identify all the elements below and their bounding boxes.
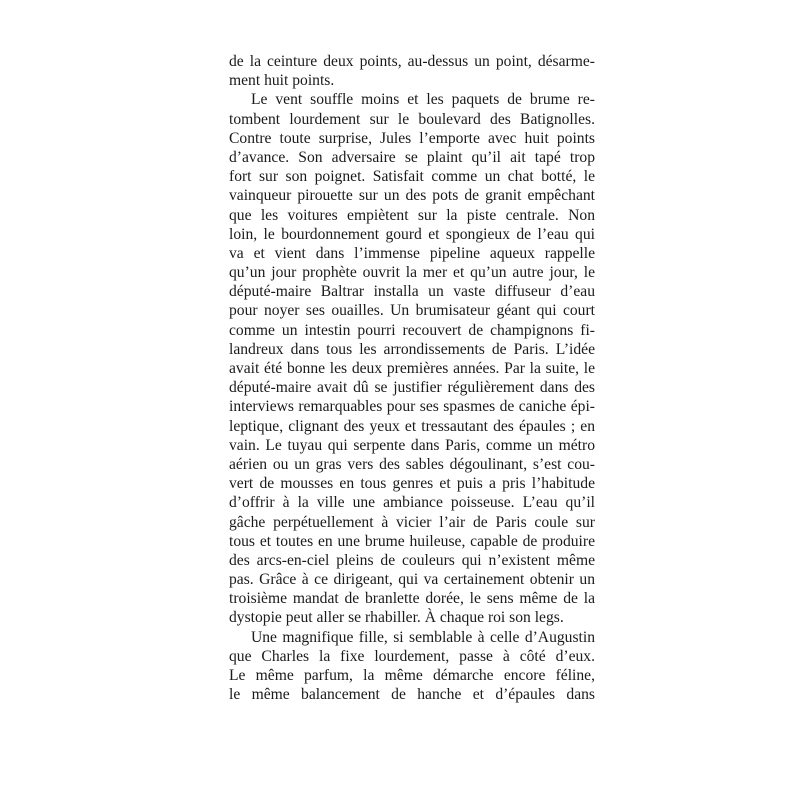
- text-line: qu’un jour prophète ouvrit la mer et qu’un autre jour, le: [229, 264, 595, 282]
- text-line: interviews remarquables pour ses spasmes de caniche épi-: [229, 398, 595, 416]
- text-line: va et vient dans l’immense pipeline aqueux rappelle: [229, 244, 595, 262]
- text-line: député-maire Baltrar installa un vaste diffuseur d’eau: [229, 283, 595, 301]
- text-line: pas. Grâce à ce dirigeant, qui va certainement obtenir un: [229, 571, 595, 589]
- paragraph: [229, 52, 595, 90]
- paragraph: [229, 628, 595, 705]
- text-line: leptique, clignant des yeux et tressautant des épaules ; en: [229, 417, 595, 435]
- text-line: Le même parfum, la même démarche encore féline,: [229, 667, 595, 684]
- text-line: député-maire avait dû se justifier régulièrement dans des: [229, 379, 595, 397]
- text-line: d’avance. Son adversaire se plaint qu’il ait tapé trop: [229, 148, 595, 166]
- text-line: que Charles la fixe lourdement, passe à côté d’eux.: [229, 647, 595, 665]
- text-line: loin, le bourdonnement gourd et spongieux de l’eau qui: [229, 225, 595, 243]
- text-line: des arcs-en-ciel pleins de couleurs qui n’existent même: [229, 551, 595, 569]
- text-line: aérien ou un gras vers des sables dégoulinant, s’est cou-: [229, 455, 595, 473]
- text-line: tous et toutes en une brume huileuse, capable de produire: [229, 532, 595, 550]
- text-line: fort sur son poignet. Satisfait comme un chat botté, le: [229, 168, 595, 186]
- text-line: ment huit points.: [229, 72, 335, 90]
- text-line: pour noyer ses ouailles. Un brumisateur géant qui court: [229, 302, 595, 320]
- text-line: Contre toute surprise, Jules l’emporte avec huit points: [229, 129, 595, 147]
- text-line: vain. Le tuyau qui serpente dans Paris, comme un métro: [229, 436, 595, 454]
- text-line: dystopie peut aller se rhabiller. À chaque roi son legs.: [229, 609, 564, 627]
- text-line: vert de mousses en tous genres et puis a pris l’habitude: [229, 475, 595, 493]
- text-line: le même balancement de hanche et d’épaules dans: [229, 686, 595, 704]
- text-line: avait été bonne les deux premières années. Par la suite, le: [229, 360, 595, 377]
- text-line: tombent lourdement sur le boulevard des Batignolles.: [229, 110, 595, 128]
- body-text: [229, 52, 595, 704]
- text-line: de la ceinture deux points, au-dessus un point, désarme-: [229, 53, 595, 70]
- text-line: comme un intestin pourri recouvert de champignons fi-: [229, 321, 595, 339]
- text-line: landreux dans tous les arrondissements de Paris. L’idée: [229, 340, 595, 358]
- text-line: vainqueur pirouette sur un des pots de granit empêchant: [229, 187, 595, 205]
- text-line: que les voitures empiètent sur la piste centrale. Non: [229, 206, 595, 224]
- text-line: Le vent souffle moins et les paquets de brume re-: [251, 91, 595, 109]
- text-line: troisième mandat de branlette dorée, le sens même de la: [229, 590, 595, 608]
- text-line: Une magnifique fille, si semblable à celle d’Augustin: [251, 628, 595, 646]
- text-line: d’offrir à la ville une ambiance poisseuse. L’eau qu’il: [229, 494, 595, 512]
- paragraph: [229, 90, 595, 627]
- text-line: gâche perpétuellement à vicier l’air de Paris coule sur: [229, 513, 595, 531]
